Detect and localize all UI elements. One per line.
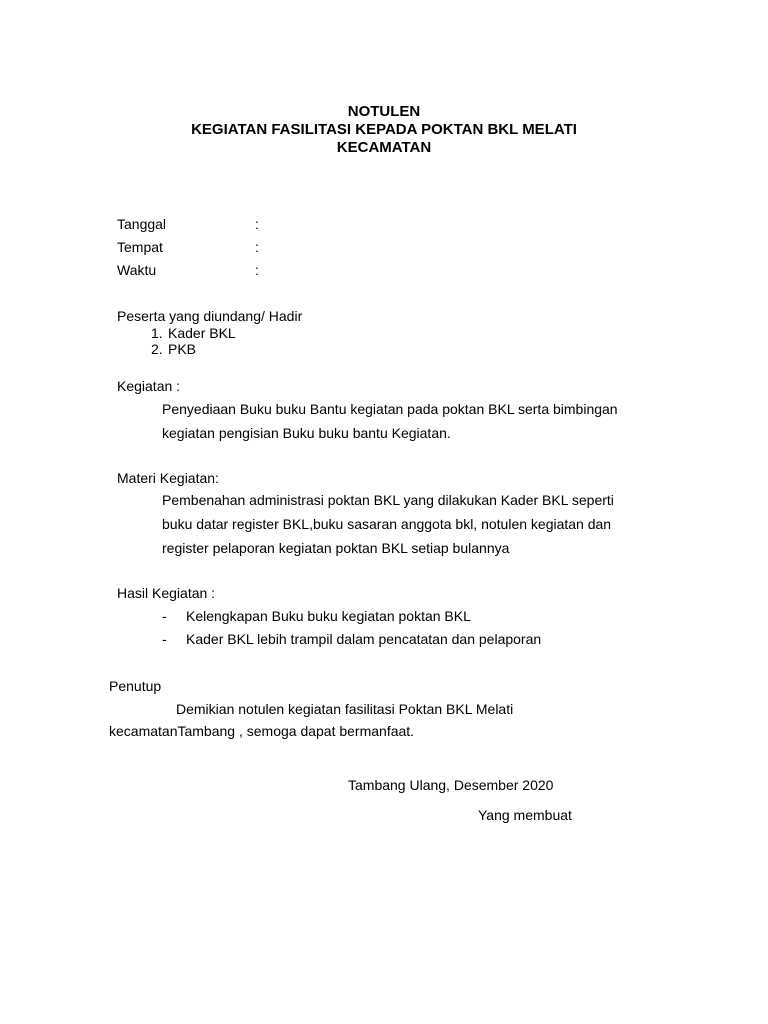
list-item: [162, 607, 471, 625]
kegiatan-text-line: Penyediaan Buku buku Bantu kegiatan pada poktan BKL serta bimbingan: [162, 401, 618, 417]
kegiatan-heading: Kegiatan :: [117, 378, 181, 394]
list-item-text: PKB: [168, 341, 197, 357]
info-sep-tempat: :: [255, 239, 259, 255]
info-sep-waktu: :: [255, 262, 259, 278]
peserta-heading: Peserta yang diundang/ Hadir: [117, 308, 303, 324]
hasil-heading: Hasil Kegiatan :: [117, 585, 216, 601]
signature-maker: Yang membuat: [478, 807, 572, 823]
penutup-heading: Penutup: [109, 678, 162, 694]
list-item-text: Kelengkapan Buku buku kegiatan poktan BKL: [186, 608, 471, 624]
bullet-dash: -: [162, 631, 167, 647]
page-subtitle: KEGIATAN FASILITASI KEPADA POKTAN BKL MELATI: [191, 121, 577, 138]
materi-text-line: register pelaporan kegiatan poktan BKL setiap bulannya: [162, 540, 510, 556]
list-item-text: Kader BKL lebih trampil dalam pencatatan dan pelaporan: [186, 631, 542, 647]
info-label-waktu: Waktu: [117, 262, 157, 278]
page-title: NOTULEN: [347, 103, 421, 120]
kegiatan-text-line: kegiatan pengisian Buku buku bantu Kegiatan.: [162, 425, 451, 441]
list-item-text: Kader BKL: [168, 325, 236, 341]
bullet-dash: -: [162, 608, 167, 624]
list-item: [162, 630, 541, 648]
penutup-text-line: kecamatanTambang , semoga dapat bermanfaat.: [109, 723, 415, 739]
penutup-text-line: Demikian notulen kegiatan fasilitasi Poktan BKL Melati: [176, 701, 514, 717]
info-sep-tanggal: :: [255, 216, 259, 232]
page-subtitle-location: KECAMATAN: [336, 139, 432, 156]
materi-text-line: buku datar register BKL,buku sasaran anggota bkl, notulen kegiatan dan: [162, 516, 612, 532]
info-label-tanggal: Tanggal: [117, 216, 167, 232]
materi-heading: Materi Kegiatan:: [117, 470, 219, 486]
info-label-tempat: Tempat: [117, 239, 163, 255]
list-item-number: 2.: [151, 341, 163, 357]
list-item-number: 1.: [151, 325, 163, 341]
materi-text-line: Pembenahan administrasi poktan BKL yang dilakukan Kader BKL seperti: [162, 492, 614, 508]
signature-place-date: Tambang Ulang, Desember 2020: [348, 777, 554, 793]
list-item: [151, 340, 196, 358]
